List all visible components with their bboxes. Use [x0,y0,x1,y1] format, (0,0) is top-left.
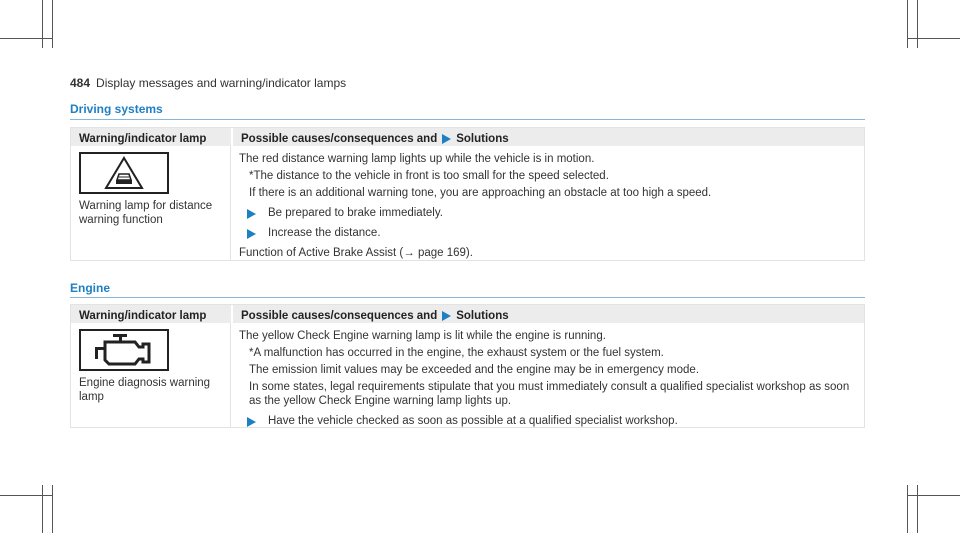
solution-text: Be prepared to brake immediately. [268,207,443,219]
page-number: 484 [70,76,91,90]
col-header-solutions-label: Solutions [456,133,509,145]
solution-step [239,414,856,428]
table-row [71,323,864,427]
play-arrow-icon [442,134,451,144]
table-driving-systems [70,127,865,261]
causes-cell [231,323,864,427]
crop-mark [0,38,52,39]
page-header-title: Display messages and warning/indicator lamps [96,76,347,90]
cause-text: *A malfunction has occurred in the engine, the exhaust system or the fuel system. [249,347,664,359]
crop-mark [907,38,960,39]
cross-reference-link[interactable]: Function of Active Brake Assist (→ page 169). [239,247,473,259]
lamp-cell [71,146,231,260]
section-title-driving-systems: Driving systems [70,102,163,116]
crop-mark [917,485,918,533]
lamp-label: Engine diagnosis warning lamp [79,377,211,403]
col-header-causes [231,128,864,146]
play-arrow-icon [442,311,451,321]
play-arrow-icon [247,209,256,219]
cause-text: In some states, legal requirements stipulate that you must immediately consult a qualified specialist workshop as soon as the yellow Check Engine warning lamp lights up. [249,381,850,407]
col-header-lamp: Warning/indicator lamp [79,133,207,145]
cause-text: *The distance to the vehicle in front is too small for the speed selected. [249,170,609,182]
col-header-causes-label: Possible causes/consequences and [241,310,438,322]
table-header [71,305,864,323]
play-arrow-icon [247,229,256,239]
check-engine-icon [79,329,169,371]
crop-mark [907,495,960,496]
col-header-lamp: Warning/indicator lamp [79,310,207,322]
solution-step [239,206,856,220]
crop-mark [52,485,53,533]
col-header-causes [231,305,864,323]
col-header-causes-label: Possible causes/consequences and [241,133,438,145]
page-header [70,76,346,90]
crop-mark [42,0,43,48]
cause-text: The red distance warning lamp lights up while the vehicle is in motion. [239,153,595,165]
crop-mark [917,0,918,48]
table-engine [70,304,865,428]
table-header [71,128,864,146]
cause-text: The yellow Check Engine warning lamp is lit while the engine is running. [239,330,606,342]
solution-step [239,226,856,240]
crop-mark [42,485,43,533]
crop-mark [907,485,908,533]
section-divider [70,119,865,120]
cause-text: If there is an additional warning tone, you are approaching an obstacle at too high a speed. [249,187,712,199]
col-header-solutions-label: Solutions [456,310,509,322]
crop-mark [907,0,908,48]
lamp-label: Warning lamp for distance warning function [79,200,213,226]
play-arrow-icon [247,417,256,427]
table-row [71,146,864,260]
distance-warning-triangle-icon [79,152,169,194]
solution-text: Have the vehicle checked as soon as possible at a qualified specialist workshop. [268,415,678,427]
lamp-cell [71,323,231,427]
solution-text: Increase the distance. [268,227,381,239]
crop-mark [0,495,52,496]
crop-mark [52,0,53,48]
section-divider [70,297,865,298]
causes-cell [231,146,864,260]
cause-text: The emission limit values may be exceeded and the engine may be in emergency mode. [249,364,700,376]
section-title-engine: Engine [70,281,111,295]
